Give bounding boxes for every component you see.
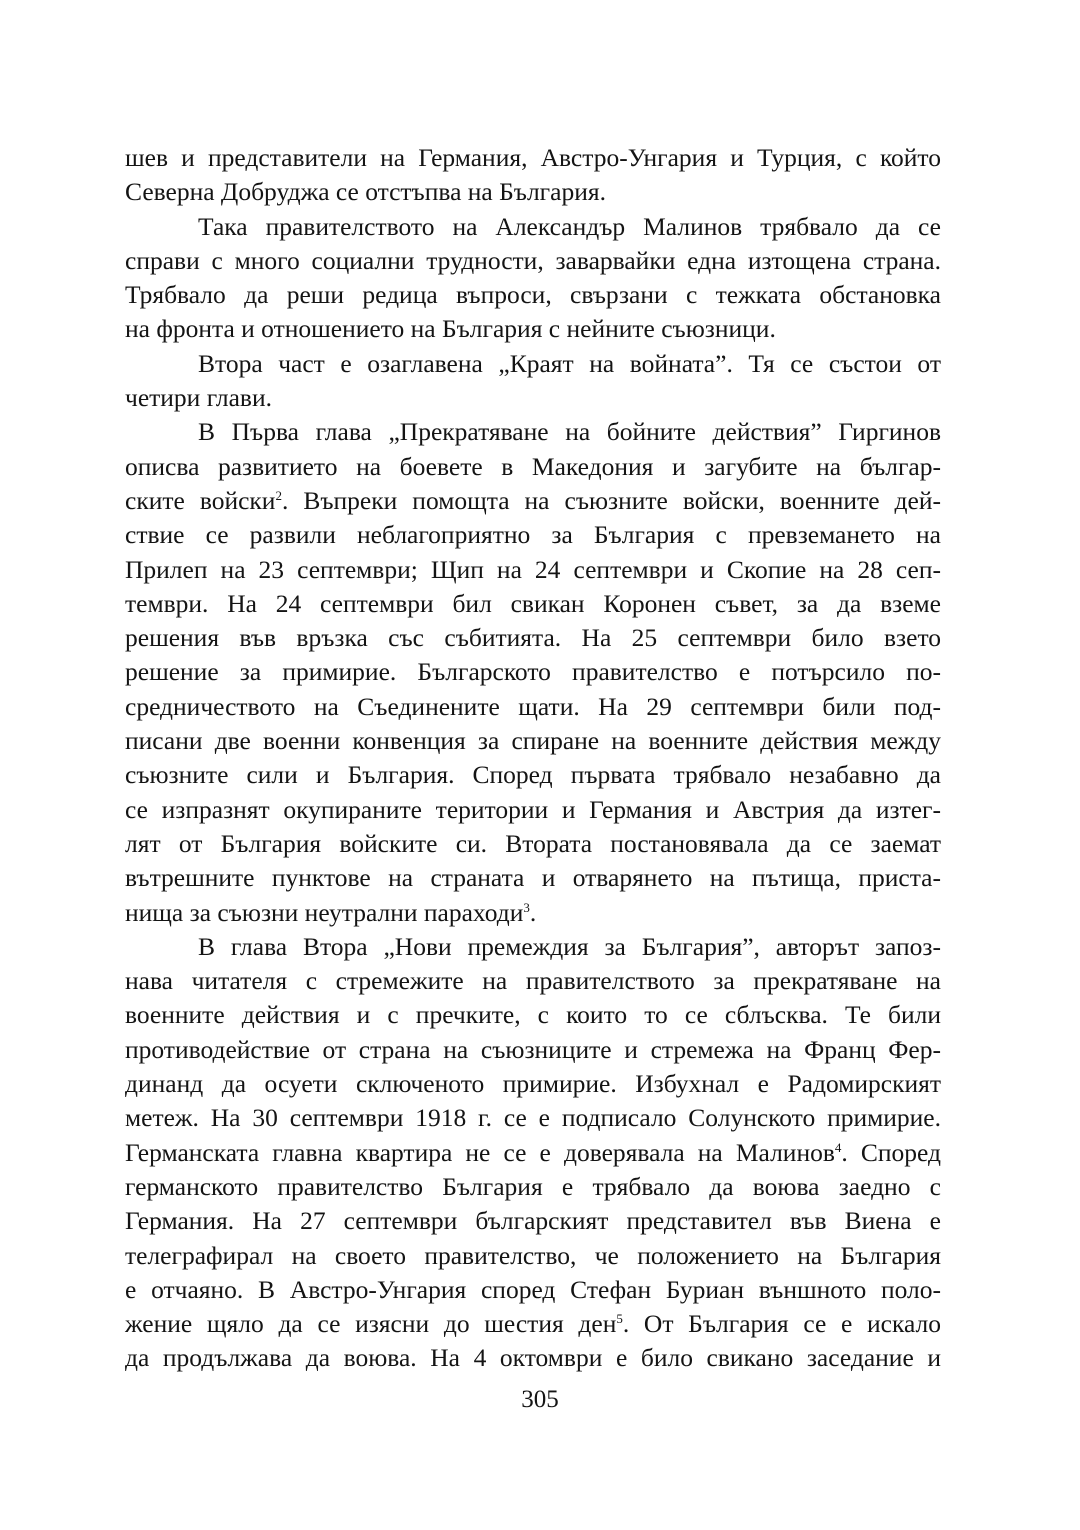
text-line bbox=[125, 1067, 941, 1101]
text-line bbox=[125, 175, 941, 209]
text-line bbox=[125, 621, 941, 655]
line-text: противодействие от страна на съюзниците и стремежа на Франц Фер- bbox=[125, 1034, 941, 1064]
line-text: Прилеп на 23 септември; Щип на 24 септември и Скопие на 28 сеп- bbox=[125, 554, 941, 584]
line-text: жение щяло да се изясни до шестия ден bbox=[125, 1309, 617, 1339]
text-line bbox=[125, 244, 941, 278]
text-line bbox=[125, 655, 941, 689]
text-line bbox=[125, 381, 941, 415]
text-line bbox=[125, 827, 941, 861]
text-line bbox=[125, 141, 941, 175]
text-line bbox=[125, 1341, 941, 1375]
line-text-continued: . От България се е искало bbox=[622, 1309, 941, 1339]
text-line bbox=[125, 587, 941, 621]
text-line bbox=[125, 1136, 941, 1170]
text-line bbox=[125, 450, 941, 484]
text-line bbox=[125, 1239, 941, 1273]
footnote-ref: 4 bbox=[834, 1139, 842, 1155]
line-text: В Първа глава „Прекратяване на бойните действия” Гиргинов bbox=[198, 417, 941, 447]
text-line bbox=[125, 312, 941, 346]
text-line bbox=[125, 518, 941, 552]
text-line bbox=[125, 964, 941, 998]
text-line bbox=[125, 1307, 941, 1341]
text-line bbox=[125, 896, 941, 930]
text-line bbox=[125, 1033, 941, 1067]
line-text: лят от България войските си. Втората постановявала да се заемат bbox=[125, 828, 941, 858]
line-text: тември. На 24 септември бил свикан Коронен съвет, за да вземе bbox=[125, 588, 941, 618]
line-text: нава читателя с стремежите на правителството за прекратяване на bbox=[125, 966, 941, 996]
text-line bbox=[125, 998, 941, 1032]
line-text: шев и представители на Германия, Австро-Унгария и Турция, с който bbox=[125, 143, 941, 172]
text-line bbox=[125, 690, 941, 724]
line-text: ските войски bbox=[125, 485, 276, 515]
line-text: писани две военни конвенция за спиране на военните действия между bbox=[125, 726, 941, 756]
line-text: решение за примирие. Българското правителство е потърсило по- bbox=[125, 657, 941, 687]
text-line bbox=[125, 1204, 941, 1238]
line-text: динанд да осуети сключеното примирие. Избухнал е Радомирският bbox=[125, 1069, 941, 1099]
text-line bbox=[125, 1170, 941, 1204]
line-text: вътрешните пунктове на страната и отварянето на пътища, приста- bbox=[125, 863, 941, 893]
line-text: военните действия и с пречките, с които то се сблъсква. Те били bbox=[125, 1000, 941, 1030]
text-line bbox=[125, 861, 941, 895]
footnote-ref: 2 bbox=[275, 487, 282, 503]
text-line bbox=[125, 1101, 941, 1135]
line-text: да продължава да воюва. На 4 октомври е било свикано заседание и bbox=[125, 1343, 941, 1373]
line-text: средничеството на Съединените щати. На 29 септември били под- bbox=[125, 691, 941, 721]
line-text: нища за съюзни неутрални параходи bbox=[125, 897, 524, 927]
line-text: Германската главна квартира не се е доверявала на Малинов bbox=[125, 1137, 835, 1167]
text-line bbox=[125, 210, 941, 244]
line-text: справи с много социални трудности, заварвайки една изтощена страна. bbox=[125, 245, 941, 275]
line-text: съюзните сили и България. Според първата трябвало незабавно да bbox=[125, 760, 941, 790]
footnote-ref: 3 bbox=[523, 899, 530, 915]
line-text-continued: . bbox=[529, 897, 537, 927]
line-text: Трябвало да реши редица въпроси, свързани с тежката обстановка bbox=[125, 280, 941, 310]
line-text: германското правителство България е трябвало да воюва заедно с bbox=[125, 1171, 941, 1201]
line-text: на фронта и отношението на България с нейните съюзници. bbox=[125, 314, 776, 344]
line-text: ствие се развили неблагоприятно за България с превземането на bbox=[125, 520, 941, 550]
line-text: Втора част е озаглавена „Краят на войната”. Тя се състои от bbox=[198, 348, 941, 378]
text-line bbox=[125, 553, 941, 587]
line-text: е отчаяно. В Австро-Унгария според Стефан Буриан външното поло- bbox=[125, 1274, 941, 1304]
text-line bbox=[125, 347, 941, 381]
line-text: решения във връзка със събитията. На 25 септември било взето bbox=[125, 623, 941, 653]
footnote-ref: 5 bbox=[616, 1311, 623, 1327]
line-text: описва развитието на боевете в Македония и загубите на българ- bbox=[125, 451, 941, 481]
line-text-continued: . Според bbox=[841, 1137, 941, 1167]
line-text: Германия. На 27 септември българският представител във Виена е bbox=[125, 1206, 941, 1236]
line-text: се изпразнят окупираните територии и Германия и Австрия да изтег- bbox=[125, 794, 941, 824]
line-text: четири глави. bbox=[125, 383, 272, 413]
page-number: 305 bbox=[521, 1386, 559, 1413]
text-line bbox=[125, 484, 941, 518]
text-line bbox=[125, 724, 941, 758]
text-line bbox=[125, 278, 941, 312]
line-text: В глава Втора „Нови премеждия за България”, авторът запоз- bbox=[198, 931, 941, 961]
line-text: Северна Добруджа се отстъпва на България. bbox=[125, 177, 606, 207]
text-line bbox=[125, 1273, 941, 1307]
line-text: телеграфирал на своето правителство, че положението на България bbox=[125, 1240, 941, 1270]
line-text: Така правителството на Александър Малинов трябвало да се bbox=[198, 211, 941, 241]
line-text: метеж. На 30 септември 1918 г. се е подписало Солунското примирие. bbox=[125, 1103, 941, 1133]
text-line bbox=[125, 415, 941, 449]
text-line bbox=[125, 758, 941, 792]
body-text bbox=[125, 141, 941, 1376]
text-line bbox=[125, 930, 941, 964]
line-text-continued: . Въпреки помощта на съюзните войски, военните дей- bbox=[281, 485, 941, 515]
text-line bbox=[125, 793, 941, 827]
